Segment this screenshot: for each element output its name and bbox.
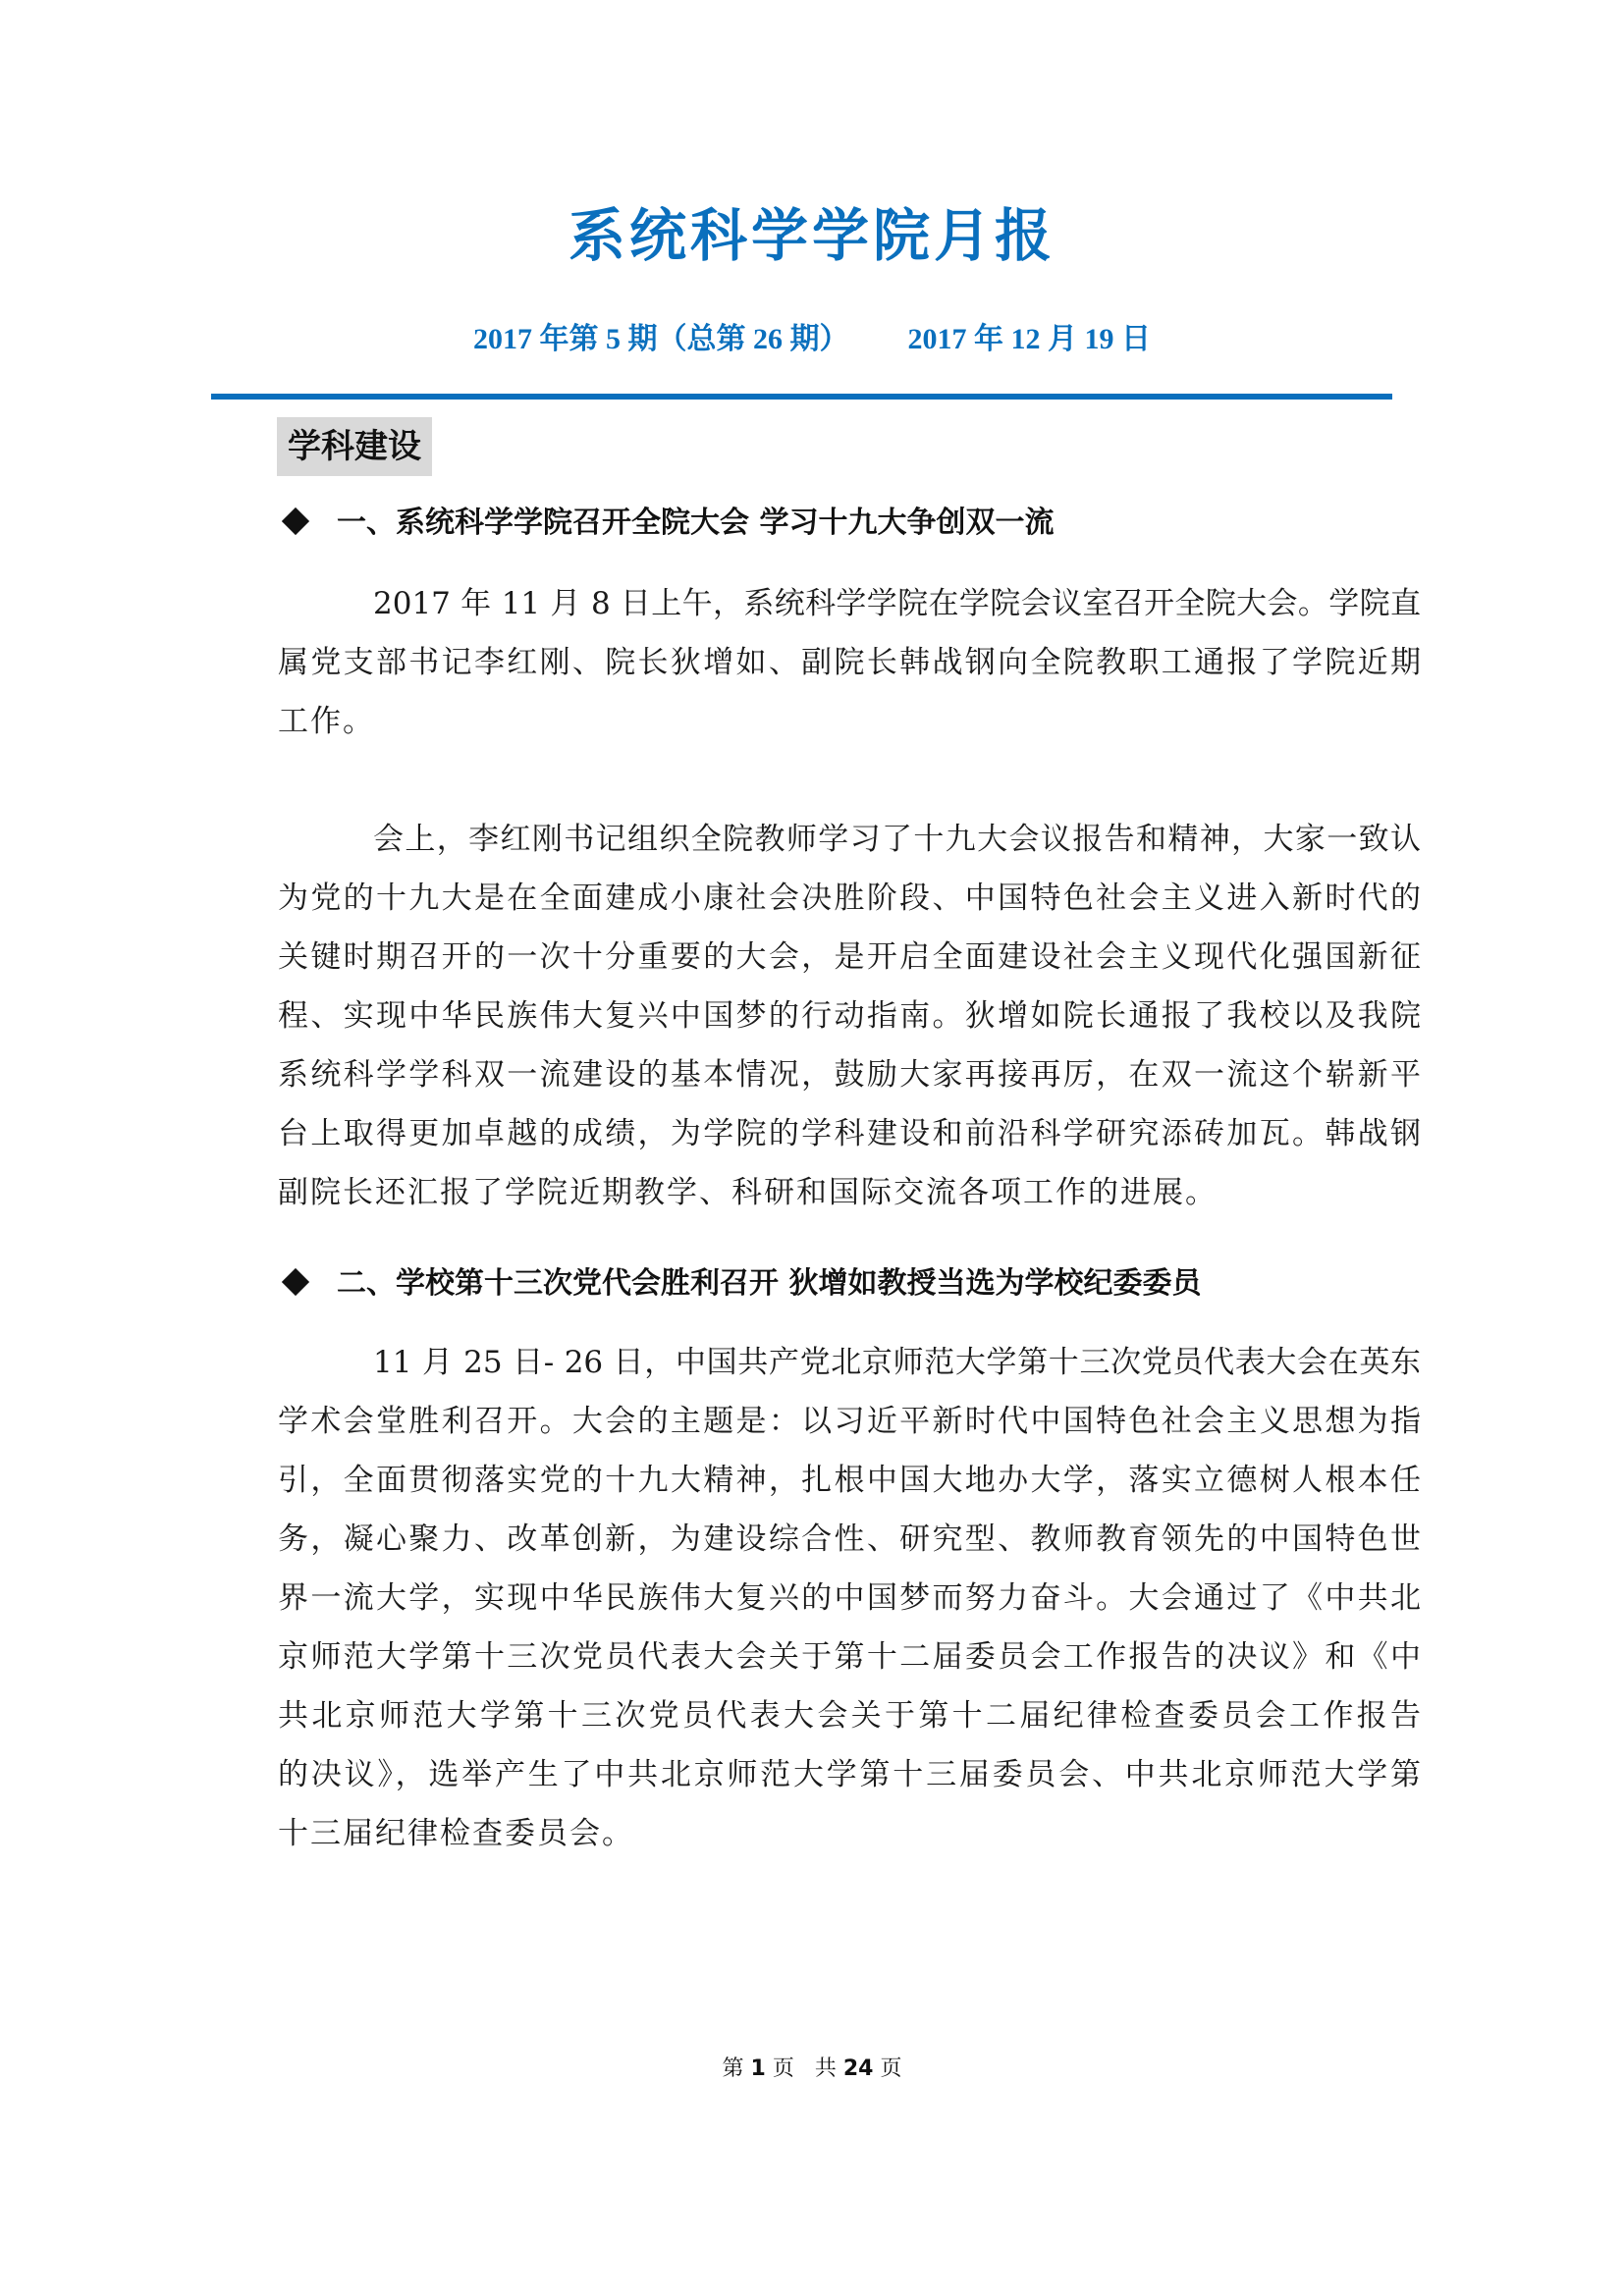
article-heading-text: 二、学校第十三次党代会胜利召开 狄增如教授当选为学校纪委委员 bbox=[337, 1266, 1202, 1301]
paragraph-line: 副院长还汇报了学院近期教学、科研和国际交流各项工作的进展。 bbox=[278, 1175, 1218, 1210]
issue-number: 2017 年第 5 期（总第 26 期） bbox=[473, 323, 849, 355]
paragraph-line: 工作。 bbox=[278, 704, 375, 739]
article-paragraph bbox=[278, 574, 1421, 751]
article-heading bbox=[282, 499, 1054, 548]
header-divider bbox=[211, 394, 1392, 400]
footer-mid: 页 共 bbox=[765, 2056, 843, 2081]
diamond-icon bbox=[282, 507, 309, 534]
footer-prefix: 第 bbox=[722, 2056, 751, 2081]
total-pages: 24 bbox=[842, 2056, 874, 2081]
paragraph-line: 2017 年 11 月 8 日上午，系统科学学院在学院会议室召开全院大会。学院直 bbox=[373, 586, 1421, 621]
paragraph-line: 程、实现中华民族伟大复兴中国梦的行动指南。狄增如院长通报了我校以及我院 bbox=[278, 998, 1421, 1034]
paragraph-line: 11 月 25 日- 26 日，中国共产党北京师范大学第十三次党员代表大会在英东 bbox=[373, 1345, 1421, 1380]
paragraph-line: 系统科学学科双一流建设的基本情况，鼓励大家再接再厉，在双一流这个崭新平 bbox=[278, 1057, 1421, 1093]
issue-info bbox=[0, 320, 1624, 359]
paragraph-line: 属党支部书记李红刚、院长狄增如、副院长韩战钢向全院教职工通报了学院近期 bbox=[278, 645, 1421, 680]
paragraph-line: 的决议》，选举产生了中共北京师范大学第十三届委员会、中共北京师范大学第 bbox=[278, 1757, 1421, 1792]
paragraph-line: 会上，李红刚书记组织全院教师学习了十九大会议报告和精神，大家一致认 bbox=[373, 822, 1421, 857]
paragraph-line: 京师范大学第十三次党员代表大会关于第十二届委员会工作报告的决议》和《中 bbox=[278, 1639, 1421, 1675]
paragraph-line: 引，全面贯彻落实党的十九大精神，扎根中国大地办大学，落实立德树人根本任 bbox=[278, 1463, 1421, 1498]
paragraph-line: 为党的十九大是在全面建成小康社会决胜阶段、中国特色社会主义进入新时代的 bbox=[278, 881, 1421, 916]
article-heading bbox=[282, 1259, 1201, 1308]
paragraph-line: 学术会堂胜利召开。大会的主题是：以习近平新时代中国特色社会主义思想为指 bbox=[278, 1404, 1421, 1439]
paragraph-line: 界一流大学，实现中华民族伟大复兴的中国梦而努力奋斗。大会通过了《中共北 bbox=[278, 1580, 1421, 1616]
page-number: 1 bbox=[750, 2056, 766, 2081]
paragraph-line: 关键时期召开的一次十分重要的大会，是开启全面建设社会主义现代化强国新征 bbox=[278, 939, 1421, 975]
paragraph-line: 十三届纪律检查委员会。 bbox=[278, 1816, 634, 1851]
newsletter-title: 系统科学学院月报 bbox=[568, 202, 1056, 269]
article-paragraph bbox=[278, 810, 1421, 1222]
paragraph-line: 务，凝心聚力、改革创新，为建设综合性、研究型、教师教育领先的中国特色世 bbox=[278, 1522, 1421, 1557]
issue-date: 2017 年 12 月 19 日 bbox=[907, 323, 1151, 355]
footer-suffix: 页 bbox=[873, 2056, 902, 2081]
diamond-icon bbox=[282, 1267, 309, 1295]
article-paragraph bbox=[278, 1333, 1421, 1863]
page-footer bbox=[0, 2055, 1624, 2084]
paragraph-line: 台上取得更加卓越的成绩，为学院的学科建设和前沿科学研究添砖加瓦。韩战钢 bbox=[278, 1116, 1421, 1151]
paragraph-line: 共北京师范大学第十三次党员代表大会关于第十二届纪律检查委员会工作报告 bbox=[278, 1698, 1421, 1734]
section-label: 学科建设 bbox=[277, 417, 432, 476]
article-heading-text: 一、系统科学学院召开全院大会 学习十九大争创双一流 bbox=[337, 506, 1055, 540]
